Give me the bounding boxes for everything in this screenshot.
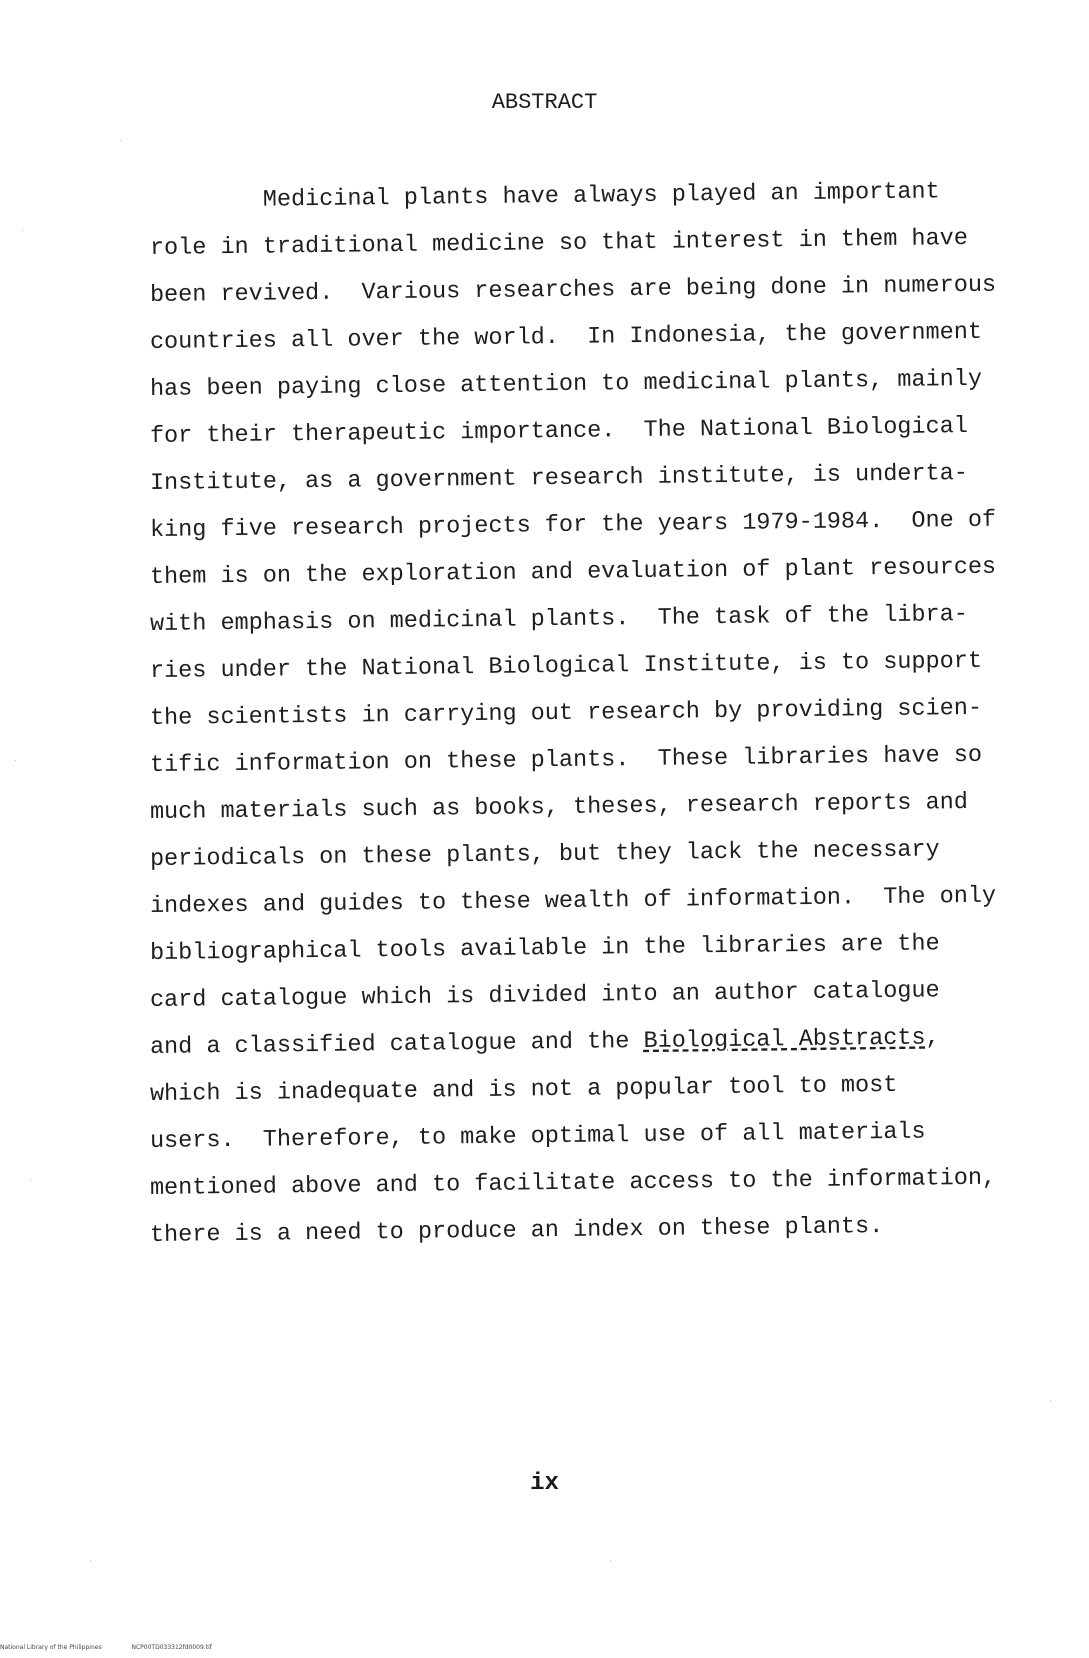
body-line: countries all over the world. In Indonesia, the government	[149, 318, 983, 356]
body-line: Institute, as a government research institute, is underta-	[149, 460, 969, 497]
body-line: with emphasis on medicinal plants. The task of the libra-	[149, 601, 969, 638]
body-line: mentioned above and to facilitate access to the information,	[149, 1164, 997, 1202]
body-line: much materials such as books, theses, research reports and	[149, 789, 969, 826]
body-line: users. Therefore, to make optimal use of all materials	[149, 1118, 926, 1155]
abstract-body	[150, 178, 1030, 1259]
scan-speck	[30, 1180, 31, 1181]
scan-speck	[22, 230, 23, 231]
scan-footer	[0, 1644, 240, 1651]
scan-speck	[15, 760, 16, 761]
body-line: tific information on these plants. These libraries have so	[149, 741, 983, 779]
body-line: periodicals on these plants, but they lack the necessary	[149, 836, 940, 873]
footer-source: National Library of the Philippines	[0, 1644, 102, 1651]
scan-speck	[610, 1560, 611, 1561]
abstract-title: ABSTRACT	[491, 90, 598, 115]
scan-speck	[90, 1560, 91, 1561]
body-line: which is inadequate and is not a popular tool to most	[149, 1071, 898, 1108]
body-line: has been paying close attention to medicinal plants, mainly	[149, 365, 983, 403]
body-line: indexes and guides to these wealth of information. The only	[149, 882, 997, 920]
body-line: role in traditional medicine so that interest in them have	[149, 225, 969, 262]
body-line-punct: ,	[925, 1024, 940, 1052]
body-line: Medicinal plants have always played an important	[149, 178, 940, 215]
body-line: been revived. Various researches are being done in numerous	[149, 271, 997, 309]
body-line: for their therapeutic importance. The National Biological	[149, 413, 969, 450]
body-line: there is a need to produce an index on these plants.	[149, 1213, 884, 1249]
page-number: ix	[530, 1470, 559, 1497]
body-line: king five research projects for the years 1979-1984. One of	[149, 506, 997, 544]
scan-speck	[120, 140, 121, 141]
journal-title: Biological Abstracts	[643, 1024, 926, 1055]
footer-file-id: NCP00TD033312fd0009.tif	[131, 1644, 212, 1651]
body-line: card catalogue which is divided into an author catalogue	[149, 977, 940, 1014]
body-line-text: and a classified catalogue and the	[149, 1027, 644, 1061]
body-line: ries under the National Biological Institute, is to support	[149, 647, 983, 685]
scan-speck	[1050, 1400, 1051, 1401]
body-line: bibliographical tools available in the libraries are the	[149, 930, 940, 967]
body-line: them is on the exploration and evaluation of plant resources	[149, 553, 997, 591]
body-line: the scientists in carrying out research by providing scien-	[149, 694, 983, 732]
